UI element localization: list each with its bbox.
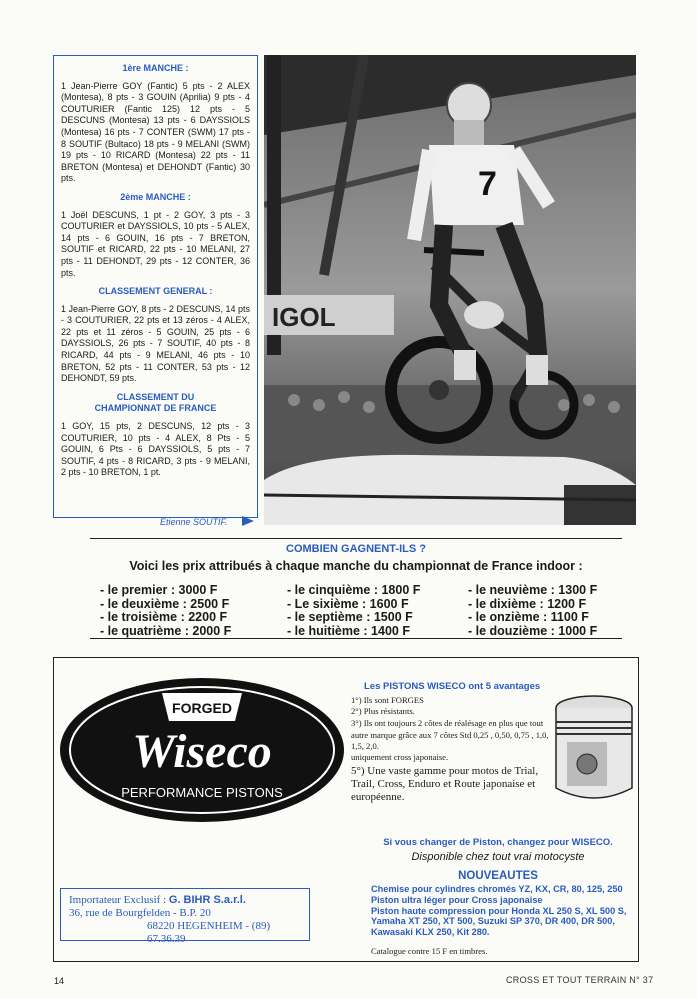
general-title: CLASSEMENT GENERAL : — [98, 286, 213, 297]
prizes-title: COMBIEN GAGNENT-ILS ? — [286, 543, 426, 555]
ad-slogan: Si vous changer de Piston, changez pour WISECO. — [383, 837, 613, 848]
prizes-col-3: - le neuvième : 1300 F - le dixième : 1200 F - le onzième : 1100 F - le douzième : 1000 F — [468, 583, 598, 638]
news-list: Chemise pour cylindres chromés YZ, KX, CR, 80, 125, 250 Piston ultra léger pour Cross japonaise Piston haute compression pour Honda XL 250 S, XL 500 S, Yamaha XT 250, XT 500, Suzuki SP 370, DR 400, DR 500, Kawasaki KLX 250, Kit 280. — [371, 884, 627, 938]
photo-banner-text: IGOL — [272, 302, 336, 332]
manche1-title: 1ère MANCHE : — [122, 63, 189, 73]
page-number: 14 — [54, 976, 65, 986]
prizes-col-2: - le cinquième : 1800 F - Le sixième : 1600 F - le septième : 1500 F - le huitième : 1400 F — [287, 583, 421, 638]
manche2-text: 1 Joël DESCUNS, 1 pt - 2 GOY, 3 pts - 3 COUTURIER et DAYSSIOLS, 10 pts - 5 ALEX, 14 pts - 6 GOUIN, 16 pts - 7 BRETON, SOUTIF et RICARD, 22 pts - 10 MELANI, 27 pts - 11 DEHONDT, 29 pts - 12 CONTER, 36 pts. — [61, 209, 250, 278]
rider-number: 7 — [478, 165, 497, 203]
logo-forged: FORGED — [172, 700, 232, 716]
championnat-title: CLASSEMENT DU CHAMPIONNAT DE FRANCE — [94, 391, 217, 414]
prizes-col-1: - le premier : 3000 F - le deuxième : 2500 F - le troisième : 2200 F - le quatrième : 2000 F — [100, 583, 232, 638]
advantages-list: 1°) Ils sont FORGES 2°) Plus résistants. 3°) Ils ont toujours 2 côtes de réalésage en plus que tout autre marque grâce aux 7 côtes Std 0,25 , 0,50, 0,75 , 1,0, 1,5, 2,0. uniquement cross japonaise. 5°) Une vaste gamme pour motos de Trial, Trail, Cross, Enduro et Route japonaise et européenne. — [351, 695, 549, 804]
ad-availability: Disponible chez tout vrai motocyste — [411, 851, 585, 863]
importer-box: Importateur Exclusif : G. BIHR S.a.r.l. 36, rue de Bourgfelden - B.P. 20 68220 HEGENHEIM - (89) 67.36.39 — [60, 888, 310, 941]
wiseco-logo — [57, 675, 347, 825]
results-box — [53, 55, 258, 518]
magazine-footer: CROSS ET TOUT TERRAIN N° 37 — [506, 975, 654, 985]
logo-brand: Wiseco — [132, 725, 272, 778]
logo-subtitle: PERFORMANCE PISTONS — [121, 785, 283, 800]
prizes-box — [90, 538, 622, 639]
catalogue-note: Catalogue contre 15 F en timbres. — [371, 946, 488, 956]
manche1-text: 1 Jean-Pierre GOY (Fantic) 5 pts - 2 ALEX (Montesa), 8 pts - 3 GOUIN (Aprilia) 9 pts - 4 COUTURIER (Fantic 125) 12 pts - 5 DESCUNS (Montesa) 13 pts - 6 DAYSSIOLS (Montesa) 16 pts - 7 CONTER (SWM) 17 pts - 8 SOUTIF (Bultaco) 18 pts - 9 MELANI (SWM) 19 pts - 10 RICARD (Montesa) 22 pts - 11 BRETON (Montesa) et DEHONDT (Fantic) 30 pts. — [61, 80, 250, 184]
prizes-intro: Voici les prix attribués à chaque manche du championnat de France indoor : — [129, 559, 583, 573]
manche2-title: 2ème MANCHE : — [120, 191, 191, 202]
news-title: NOUVEAUTES — [458, 870, 538, 882]
piston-image — [553, 692, 635, 808]
trial-photo — [264, 55, 636, 525]
championnat-text: 1 GOY, 15 pts, 2 DESCUNS, 12 pts - 3 COUTURIER, 10 pts - 4 ALEX, 8 Pts - 5 GOUIN, 6 Pts - 6 DAYSSIOLS, 5 pts - 7 SOUTIF, 4 pts - 8 RICARD, 3 pts - 9 MELANI, 2 pts - 10 BRETON, 1 pt. — [61, 421, 250, 478]
advantages-title: Les PISTONS WISECO ont 5 avantages — [364, 681, 541, 692]
general-text: 1 Jean-Pierre GOY, 8 pts - 2 DESCUNS, 14 pts - 3 COUTURIER, 22 pts et 13 zéros - 4 ALEX, 22 pts et 11 zéros - 5 GOUIN, 25 pts - 6 DAYSSIOLS, 26 pts - 7 SOUTIF, 40 pts - 8 RICARD, 44 pts - 9 MELANI, 46 pts - 10 BRETON, 52 pts - 11 CONTER, 53 pts - 12 DEHONDT, 59 pts. — [61, 303, 250, 384]
caption-arrow-icon — [242, 516, 254, 526]
photo-caption: Etienne SOUTIF. — [160, 517, 228, 527]
